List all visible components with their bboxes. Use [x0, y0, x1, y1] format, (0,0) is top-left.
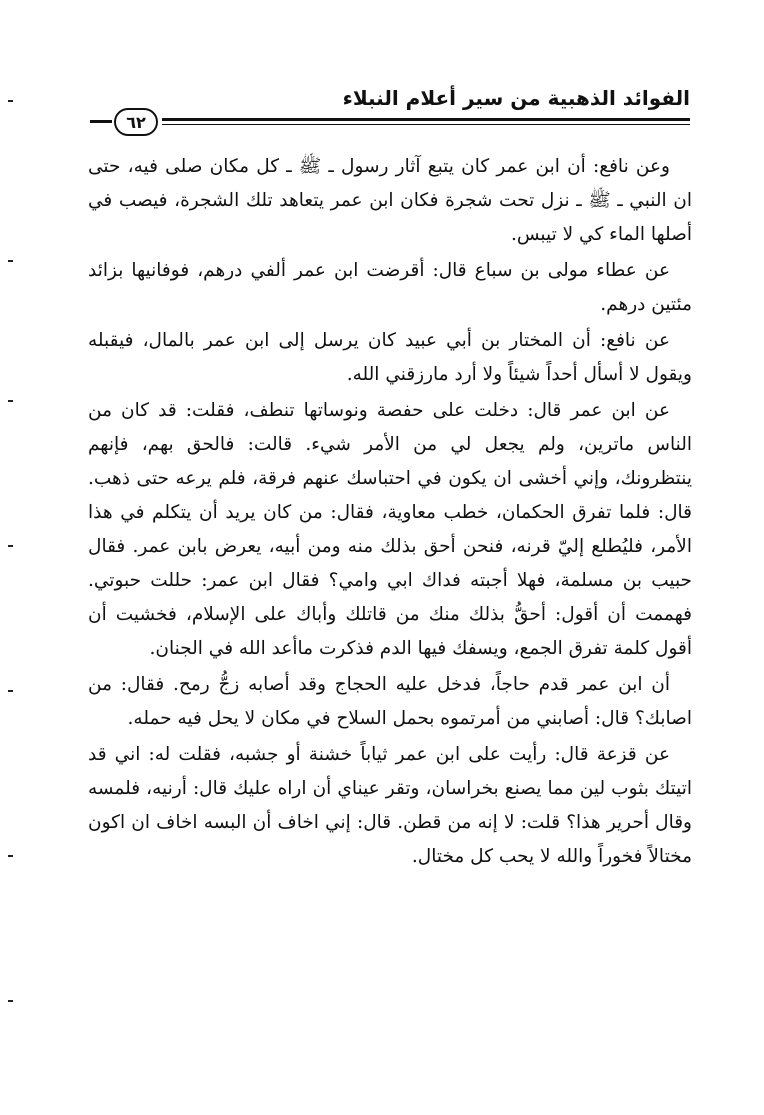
- scan-margin-mark: [8, 690, 13, 692]
- page-number-dash: [90, 120, 112, 123]
- paragraph: عن نافع: أن المختار بن أبي عبيد كان يرسل إلى ابن عمر بالمال، فيقبله ويقول لا أسأل أحداً شيئاً ولا أرد مارزقني الله.: [88, 330, 692, 385]
- paragraph: أن ابن عمر قدم حاجاً، فدخل عليه الحجاج وقد أصابه زجُّ رمح. فقال: من اصابك؟ قال: أصابني من أمرتموه بحمل السلاح في مكان لا يحل فيه حمله.: [88, 674, 692, 729]
- scan-margin-mark: [8, 545, 13, 547]
- header-rule-thick: [162, 118, 690, 121]
- scan-margin-mark: [8, 260, 13, 262]
- scan-margin-mark: [8, 100, 13, 102]
- page-number-badge: [114, 108, 158, 136]
- paragraph: عن ابن عمر قال: دخلت على حفصة ونوساتها تنطف، فقلت: قد كان من الناس ماترين، ولم يجعل لي من الأمر شيء. قالت: فالحق بهم، فإنهم ينتظرونك، وإني أخشى ان يكون في احتباسك عنهم فرقة، فلم يرعه حتى ذهب. قال: فلما تفرق الحكمان، خطب معاوية، فقال: من كان يريد أن يتكلم في هذا الأمر، فليُطلع إليّ قرنه، فنحن أحق بذلك منه ومن أبيه، يعرض بابن عمر. فقال حبيب بن مسلمة، فهلا أجبته فداك ابي وامي؟ فقال ابن عمر: حللت حبوتي. فهممت أن أقول: أحقُّ بذلك منك من قاتلك وأباك على الإسلام، فخشيت أن أقول كلمة تفرق الجمع، ويسفك فيها الدم فذكرت ماأعد الله في الجنان.: [88, 400, 692, 659]
- scan-margin-mark: [8, 400, 13, 402]
- paragraph: وعن نافع: أن ابن عمر كان يتبع آثار رسول ـ ﷺ ـ كل مكان صلى فيه، حتى ان النبي ـ ﷺ ـ نزل تحت شجرة فكان ابن عمر يتعاهد تلك الشجرة، فيصب في أصلها الماء كي لا تيبس.: [88, 156, 692, 245]
- page-body: [88, 150, 692, 876]
- page-header: [90, 86, 690, 132]
- scan-margin-mark: [8, 855, 13, 857]
- scan-margin-mark: [8, 1000, 13, 1002]
- paragraph: عن قزعة قال: رأيت على ابن عمر ثياباً خشنة أو جشبه، فقلت له: اني قد اتيتك بثوب لين مما يصنع بخراسان، وتقر عيناي أن اراه عليك قال: أرنيه، فلمسه وقال أحرير هذا؟ قلت: لا إنه من قطن. قال: إني اخاف أن البسه اخاف ان اكون مختالاً فخوراً والله لا يحب كل مختال.: [88, 744, 692, 867]
- running-title: الفوائد الذهبية من سير أعلام النبلاء: [342, 86, 690, 110]
- paragraph: عن عطاء مولى بن سباع قال: أقرضت ابن عمر ألفي درهم، فوفانيها بزائد مئتين درهم.: [88, 260, 692, 315]
- header-rule-thin: [162, 124, 690, 125]
- page-number: ٦٢: [126, 112, 146, 132]
